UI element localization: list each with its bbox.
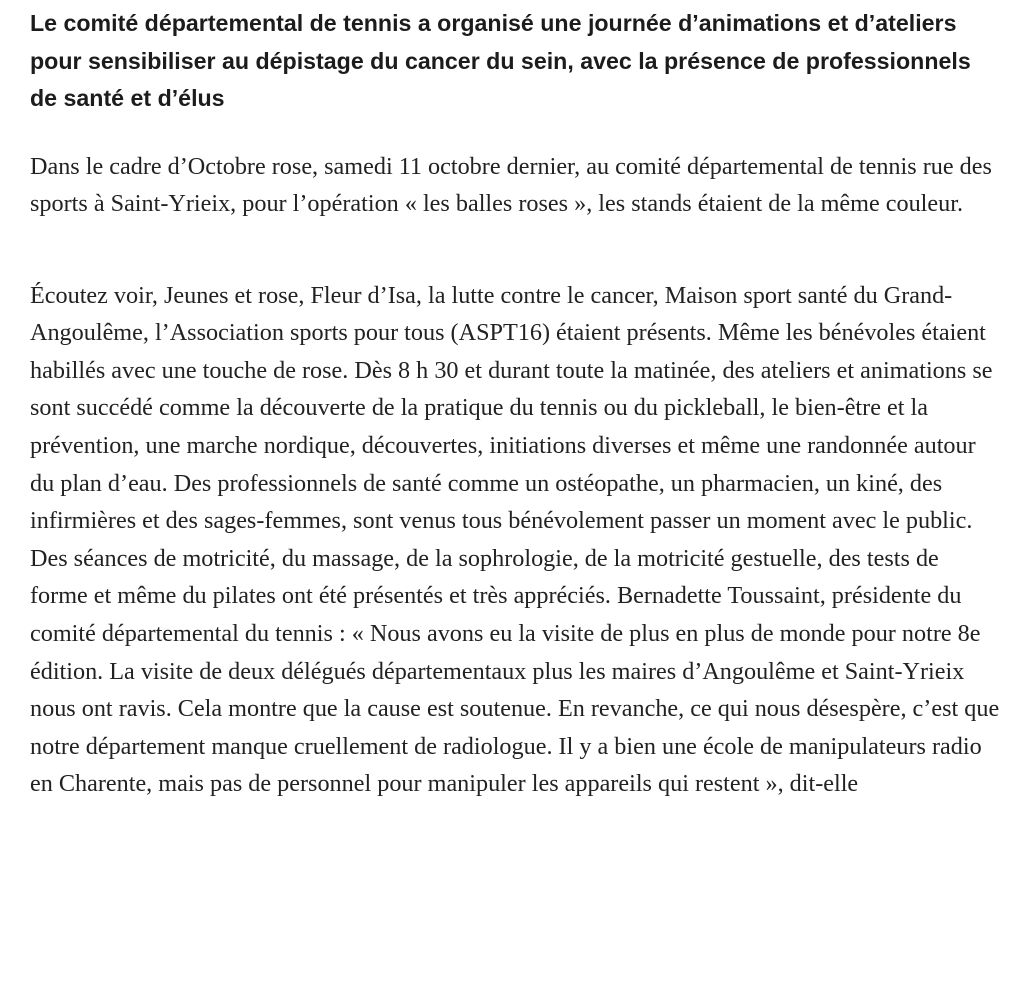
article-paragraph: Écoutez voir, Jeunes et rose, Fleur d’Isa, la lutte contre le cancer, Maison sport santé du Grand-Angoulême, l’Association sports pour tous (ASPT16) étaient présents. Même les bénévoles étaient habillés avec une touche de rose. Dès 8 h 30 et durant toute la matinée, des ateliers et animations se sont succédé comme la découverte de la pratique du tennis ou du pickleball, le bien-être et la prévention, une marche nordique, découvertes, initiations diverses et même une randonnée autour du plan d’eau. Des professionnels de santé comme un ostéopathe, un pharmacien, un kiné, des infirmières et des sages-femmes, sont venus tous bénévolement passer un moment avec le public. Des séances de motricité, du massage, de la sophrologie, de la motricité gestuelle, des tests de forme et même du pilates ont été présentés et très appréciés. Bernadette Toussaint, présidente du comité départemental du tennis : « Nous avons eu la visite de plus en plus de monde pour notre 8e édition. La visite de deux délégués départementaux plus les maires d’Angoulême et Saint-Yrieix nous ont ravis. Cela montre que la cause est soutenue. En revanche, ce qui nous désespère, c’est que notre département manque cruellement de radiologue. Il y a bien une école de manipulateurs radio en Charente, mais pas de personnel pour manipuler les appareils qui restent », dit-elle xyxy=(30,281,1000,798)
article-body xyxy=(30,0,1002,803)
article-lede: Le comité départemental de tennis a organisé une journée d’animations et d’ateliers pour sensibiliser au dépistage du cancer du sein, avec la présence de professionnels de santé et d’élus xyxy=(30,10,971,111)
article-paragraph: Dans le cadre d’Octobre rose, samedi 11 octobre dernier, au comité départemental de tennis rue des sports à Saint-Yrieix, pour l’opération « les balles roses », les stands étaient de la même couleur. xyxy=(30,152,992,218)
